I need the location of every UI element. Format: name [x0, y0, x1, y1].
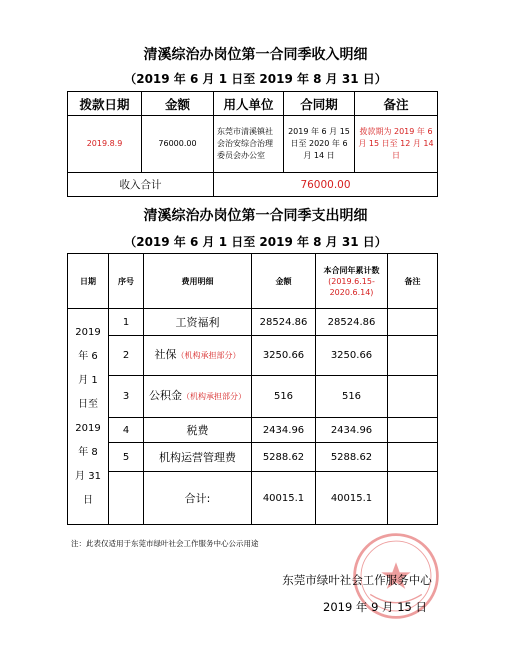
row-seq: 2	[109, 336, 144, 376]
income-header-date: 拨款日期	[68, 92, 142, 116]
footer-date: 2019 年 9 月 15 日	[323, 600, 427, 614]
income-title: 清溪综治办岗位第一合同季收入明细	[143, 47, 368, 63]
row-cumulative: 3250.66	[316, 336, 388, 376]
row-seq: 1	[109, 309, 144, 336]
income-date: 2019.8.9	[68, 116, 142, 173]
expense-period: （2019 年 6 月 1 日至 2019 年 8 月 31 日）	[124, 235, 387, 249]
row-seq: 4	[109, 418, 144, 443]
date-line: 日至	[78, 398, 98, 410]
row-remark	[388, 336, 438, 376]
income-remark: 拨款期为 2019 年 6 月 15 日至 12 月 14 日	[355, 116, 438, 173]
expense-date-cell	[68, 309, 109, 525]
income-data-row	[68, 116, 438, 173]
date-line: 2019	[75, 326, 101, 338]
expense-title: 清溪综治办岗位第一合同季支出明细	[143, 208, 368, 224]
income-contract: 2019 年 6 月 15 日至 2020 年 6 月 14 日	[284, 116, 355, 173]
row-amount: 2434.96	[252, 418, 316, 443]
expense-total-cumulative: 40015.1	[316, 472, 388, 525]
footer-organization: 东莞市绿叶社会工作服务中心	[282, 573, 432, 587]
footer-note: 注：此表仅适用于东莞市绿叶社会工作服务中心公示用途	[71, 539, 259, 548]
date-line: 年 8	[78, 446, 98, 458]
expense-total-row	[68, 472, 438, 525]
income-amount: 76000.00	[142, 116, 214, 173]
row-remark	[388, 376, 438, 418]
row-item	[144, 376, 252, 418]
row-item-label: 社保	[154, 348, 177, 361]
income-header-contract: 合同期	[284, 92, 355, 116]
income-header-remark: 备注	[355, 92, 438, 116]
income-employer: 东莞市清溪镇社会治安综合治理委员会办公室	[214, 116, 284, 173]
income-header-row	[68, 92, 438, 116]
row-item	[144, 336, 252, 376]
row-remark	[388, 309, 438, 336]
date-line: 月 31	[75, 470, 101, 482]
income-total-value: 76000.00	[214, 173, 438, 197]
row-item: 税费	[144, 418, 252, 443]
row-remark	[388, 443, 438, 472]
expense-header-seq: 序号	[109, 254, 144, 309]
row-cumulative: 5288.62	[316, 443, 388, 472]
income-table	[67, 91, 438, 197]
income-total-row	[68, 173, 438, 197]
row-item-label: 公积金	[149, 389, 182, 402]
row-amount: 516	[252, 376, 316, 418]
date-line: 日	[83, 494, 93, 506]
row-seq	[109, 472, 144, 525]
row-amount: 5288.62	[252, 443, 316, 472]
expense-header-cumulative	[316, 254, 388, 309]
expense-total-label: 合计:	[144, 472, 252, 525]
row-amount: 28524.86	[252, 309, 316, 336]
table-row	[68, 443, 438, 472]
row-item-note: （机构承担部分）	[182, 392, 246, 401]
expense-header-item: 费用明细	[144, 254, 252, 309]
table-row	[68, 336, 438, 376]
row-cumulative: 516	[316, 376, 388, 418]
expense-header-date: 日期	[68, 254, 109, 309]
income-header-amount: 金额	[142, 92, 214, 116]
row-remark	[388, 472, 438, 525]
row-seq: 3	[109, 376, 144, 418]
income-header-employer: 用人单位	[214, 92, 284, 116]
income-total-label: 收入合计	[68, 173, 214, 197]
expense-header-remark: 备注	[388, 254, 438, 309]
row-cumulative: 2434.96	[316, 418, 388, 443]
date-line: 月 1	[78, 374, 98, 386]
date-line: 年 6	[78, 350, 98, 362]
row-item-note: （机构承担部分）	[176, 351, 241, 360]
date-line: 2019	[75, 422, 101, 434]
expense-table	[67, 253, 438, 525]
row-item: 工资福利	[144, 309, 252, 336]
table-row	[68, 418, 438, 443]
expense-header-row	[68, 254, 438, 309]
row-amount: 3250.66	[252, 336, 316, 376]
expense-header-cumulative-label: 本合同年累计数	[323, 265, 380, 275]
row-item: 机构运营管理费	[144, 443, 252, 472]
row-remark	[388, 418, 438, 443]
table-row	[68, 309, 438, 336]
income-period: （2019 年 6 月 1 日至 2019 年 8 月 31 日）	[124, 72, 387, 86]
row-seq: 5	[109, 443, 144, 472]
table-row	[68, 376, 438, 418]
expense-header-cumulative-range: (2019.6.15-2020.6.14)	[328, 276, 375, 297]
expense-total-amount: 40015.1	[252, 472, 316, 525]
row-cumulative: 28524.86	[316, 309, 388, 336]
expense-header-amount: 金额	[252, 254, 316, 309]
